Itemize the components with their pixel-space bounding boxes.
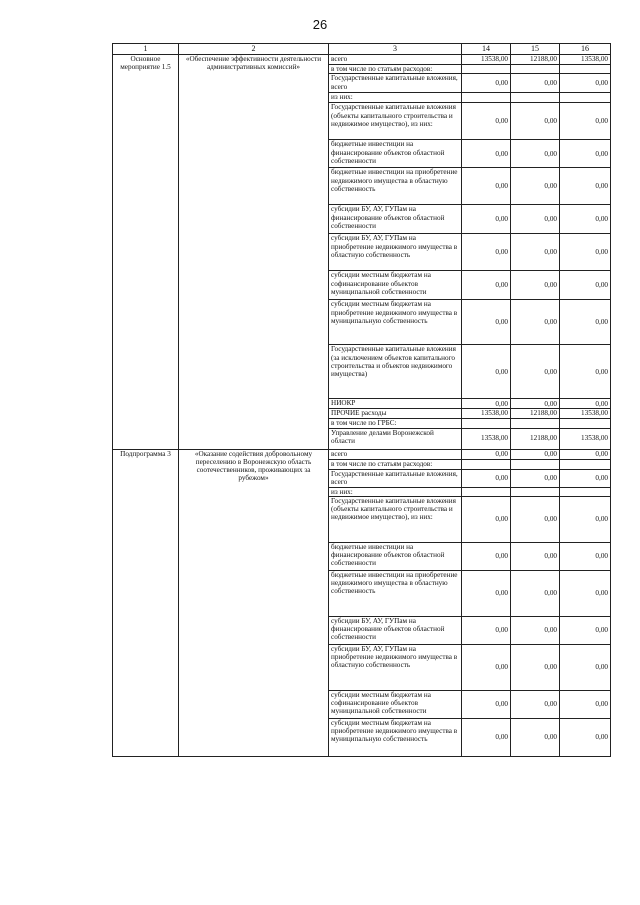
value-15: 0,00 [511,103,560,140]
value-14 [462,459,511,469]
value-14: 13538,00 [462,428,511,449]
group-2-rows [113,449,611,756]
value-14 [462,93,511,103]
value-15: 0,00 [511,74,560,93]
value-16 [560,93,611,103]
value-16 [560,418,611,428]
value-16: 0,00 [560,449,611,459]
value-14 [462,65,511,74]
expense-label: из них: [329,93,462,103]
value-15 [511,65,560,74]
group-1-rows [113,55,611,450]
value-15: 12188,00 [511,409,560,418]
expense-label: субсидии БУ, АУ, ГУПам на финансирование объектов областной собственности [329,205,462,234]
value-16: 0,00 [560,644,611,690]
value-15: 0,00 [511,616,560,644]
value-14: 0,00 [462,234,511,271]
value-16: 0,00 [560,103,611,140]
value-16: 0,00 [560,74,611,93]
value-14: 0,00 [462,103,511,140]
expense-label: Государственные капитальные вложения, всего [329,74,462,93]
value-14: 0,00 [462,399,511,409]
expense-label: НИОКР [329,399,462,409]
value-15: 0,00 [511,570,560,616]
value-14: 0,00 [462,140,511,168]
expense-label: бюджетные инвестиции на приобретение недвижимого имущества в областную собственность [329,168,462,205]
value-16: 0,00 [560,690,611,718]
expense-label: субсидии местным бюджетам на софинансирование объектов муниципальной собственности [329,690,462,718]
header-col-2: 2 [179,44,329,55]
value-15 [511,418,560,428]
budget-table [112,43,611,757]
value-16 [560,487,611,496]
value-15: 0,00 [511,449,560,459]
value-15: 0,00 [511,718,560,756]
value-14: 0,00 [462,616,511,644]
value-15: 0,00 [511,542,560,570]
value-14: 0,00 [462,542,511,570]
value-16: 13538,00 [560,55,611,65]
expense-label: бюджетные инвестиции на финансирование объектов областной собственности [329,542,462,570]
value-15 [511,93,560,103]
value-15: 0,00 [511,496,560,542]
value-16: 13538,00 [560,428,611,449]
value-15: 0,00 [511,644,560,690]
value-14: 13538,00 [462,55,511,65]
expense-label: Государственные капитальные вложения (за исключением объектов капитального строительства и объектов недвижимого имущества) [329,345,462,399]
expense-label: Управление делами Воронежской области [329,428,462,449]
item-title: «Оказание содействия добровольному переселению в Воронежскую область соотечественников, проживающих за рубежом» [179,449,329,756]
header-col-3: 3 [329,44,462,55]
expense-label: субсидии местным бюджетам на софинансирование объектов муниципальной собственности [329,271,462,300]
value-16 [560,65,611,74]
value-15: 0,00 [511,690,560,718]
value-15: 0,00 [511,399,560,409]
value-16: 13538,00 [560,409,611,418]
expense-label: бюджетные инвестиции на приобретение недвижимого имущества в областную собственность [329,570,462,616]
expense-label: субсидии местным бюджетам на приобретение недвижимого имущества в муниципальную собственность [329,718,462,756]
value-16: 0,00 [560,718,611,756]
header-col-14: 14 [462,44,511,55]
expense-label: субсидии БУ, АУ, ГУПам на приобретение недвижимого имущества в областную собственность [329,234,462,271]
value-14: 0,00 [462,496,511,542]
value-14 [462,418,511,428]
expense-label: из них: [329,487,462,496]
expense-label: всего [329,449,462,459]
expense-label: в том числе по статьям расходов: [329,459,462,469]
value-15 [511,459,560,469]
expense-label: всего [329,55,462,65]
value-16: 0,00 [560,140,611,168]
value-15: 12188,00 [511,55,560,65]
table-row [113,55,611,65]
value-14: 13538,00 [462,409,511,418]
value-16: 0,00 [560,542,611,570]
expense-label: бюджетные инвестиции на финансирование объектов областной собственности [329,140,462,168]
value-14: 0,00 [462,300,511,345]
item-code: Основное мероприятие 1.5 [113,55,179,450]
header-col-1: 1 [113,44,179,55]
expense-label: в том числе по ГРБС: [329,418,462,428]
value-14: 0,00 [462,469,511,487]
value-16: 0,00 [560,345,611,399]
table-row [113,449,611,459]
value-15: 0,00 [511,345,560,399]
value-14: 0,00 [462,271,511,300]
value-16: 0,00 [560,469,611,487]
value-16: 0,00 [560,168,611,205]
value-15: 0,00 [511,234,560,271]
value-16: 0,00 [560,616,611,644]
value-15: 12188,00 [511,428,560,449]
value-15: 0,00 [511,300,560,345]
value-14: 0,00 [462,644,511,690]
value-16 [560,459,611,469]
value-16: 0,00 [560,271,611,300]
expense-label: Государственные капитальные вложения (объекты капитального строительства и недвижимое имущество), из них: [329,496,462,542]
value-16: 0,00 [560,496,611,542]
expense-label: субсидии БУ, АУ, ГУПам на приобретение недвижимого имущества в областную собственность [329,644,462,690]
expense-label: ПРОЧИЕ расходы [329,409,462,418]
value-16: 0,00 [560,300,611,345]
value-14: 0,00 [462,345,511,399]
value-15: 0,00 [511,140,560,168]
value-15: 0,00 [511,205,560,234]
expense-label: Государственные капитальные вложения (объекты капитального строительства и недвижимое имущество), из них: [329,103,462,140]
expense-label: в том числе по статьям расходов: [329,65,462,74]
value-16: 0,00 [560,205,611,234]
value-14: 0,00 [462,449,511,459]
header-col-15: 15 [511,44,560,55]
value-14: 0,00 [462,718,511,756]
item-title: «Обеспечение эффективности деятельности административных комиссий» [179,55,329,450]
value-16: 0,00 [560,570,611,616]
expense-label: субсидии местным бюджетам на приобретение недвижимого имущества в муниципальную собственность [329,300,462,345]
value-14: 0,00 [462,168,511,205]
value-14: 0,00 [462,74,511,93]
value-15: 0,00 [511,469,560,487]
page-number: 26 [312,17,328,32]
value-15: 0,00 [511,271,560,300]
expense-label: Государственные капитальные вложения, всего [329,469,462,487]
value-14: 0,00 [462,570,511,616]
expense-label: субсидии БУ, АУ, ГУПам на финансирование объектов областной собственности [329,616,462,644]
value-16: 0,00 [560,234,611,271]
header-col-16: 16 [560,44,611,55]
table-header-row [113,44,611,55]
value-15 [511,487,560,496]
value-16: 0,00 [560,399,611,409]
value-14: 0,00 [462,205,511,234]
value-15: 0,00 [511,168,560,205]
value-14: 0,00 [462,690,511,718]
value-14 [462,487,511,496]
item-code: Подпрограмма 3 [113,449,179,756]
